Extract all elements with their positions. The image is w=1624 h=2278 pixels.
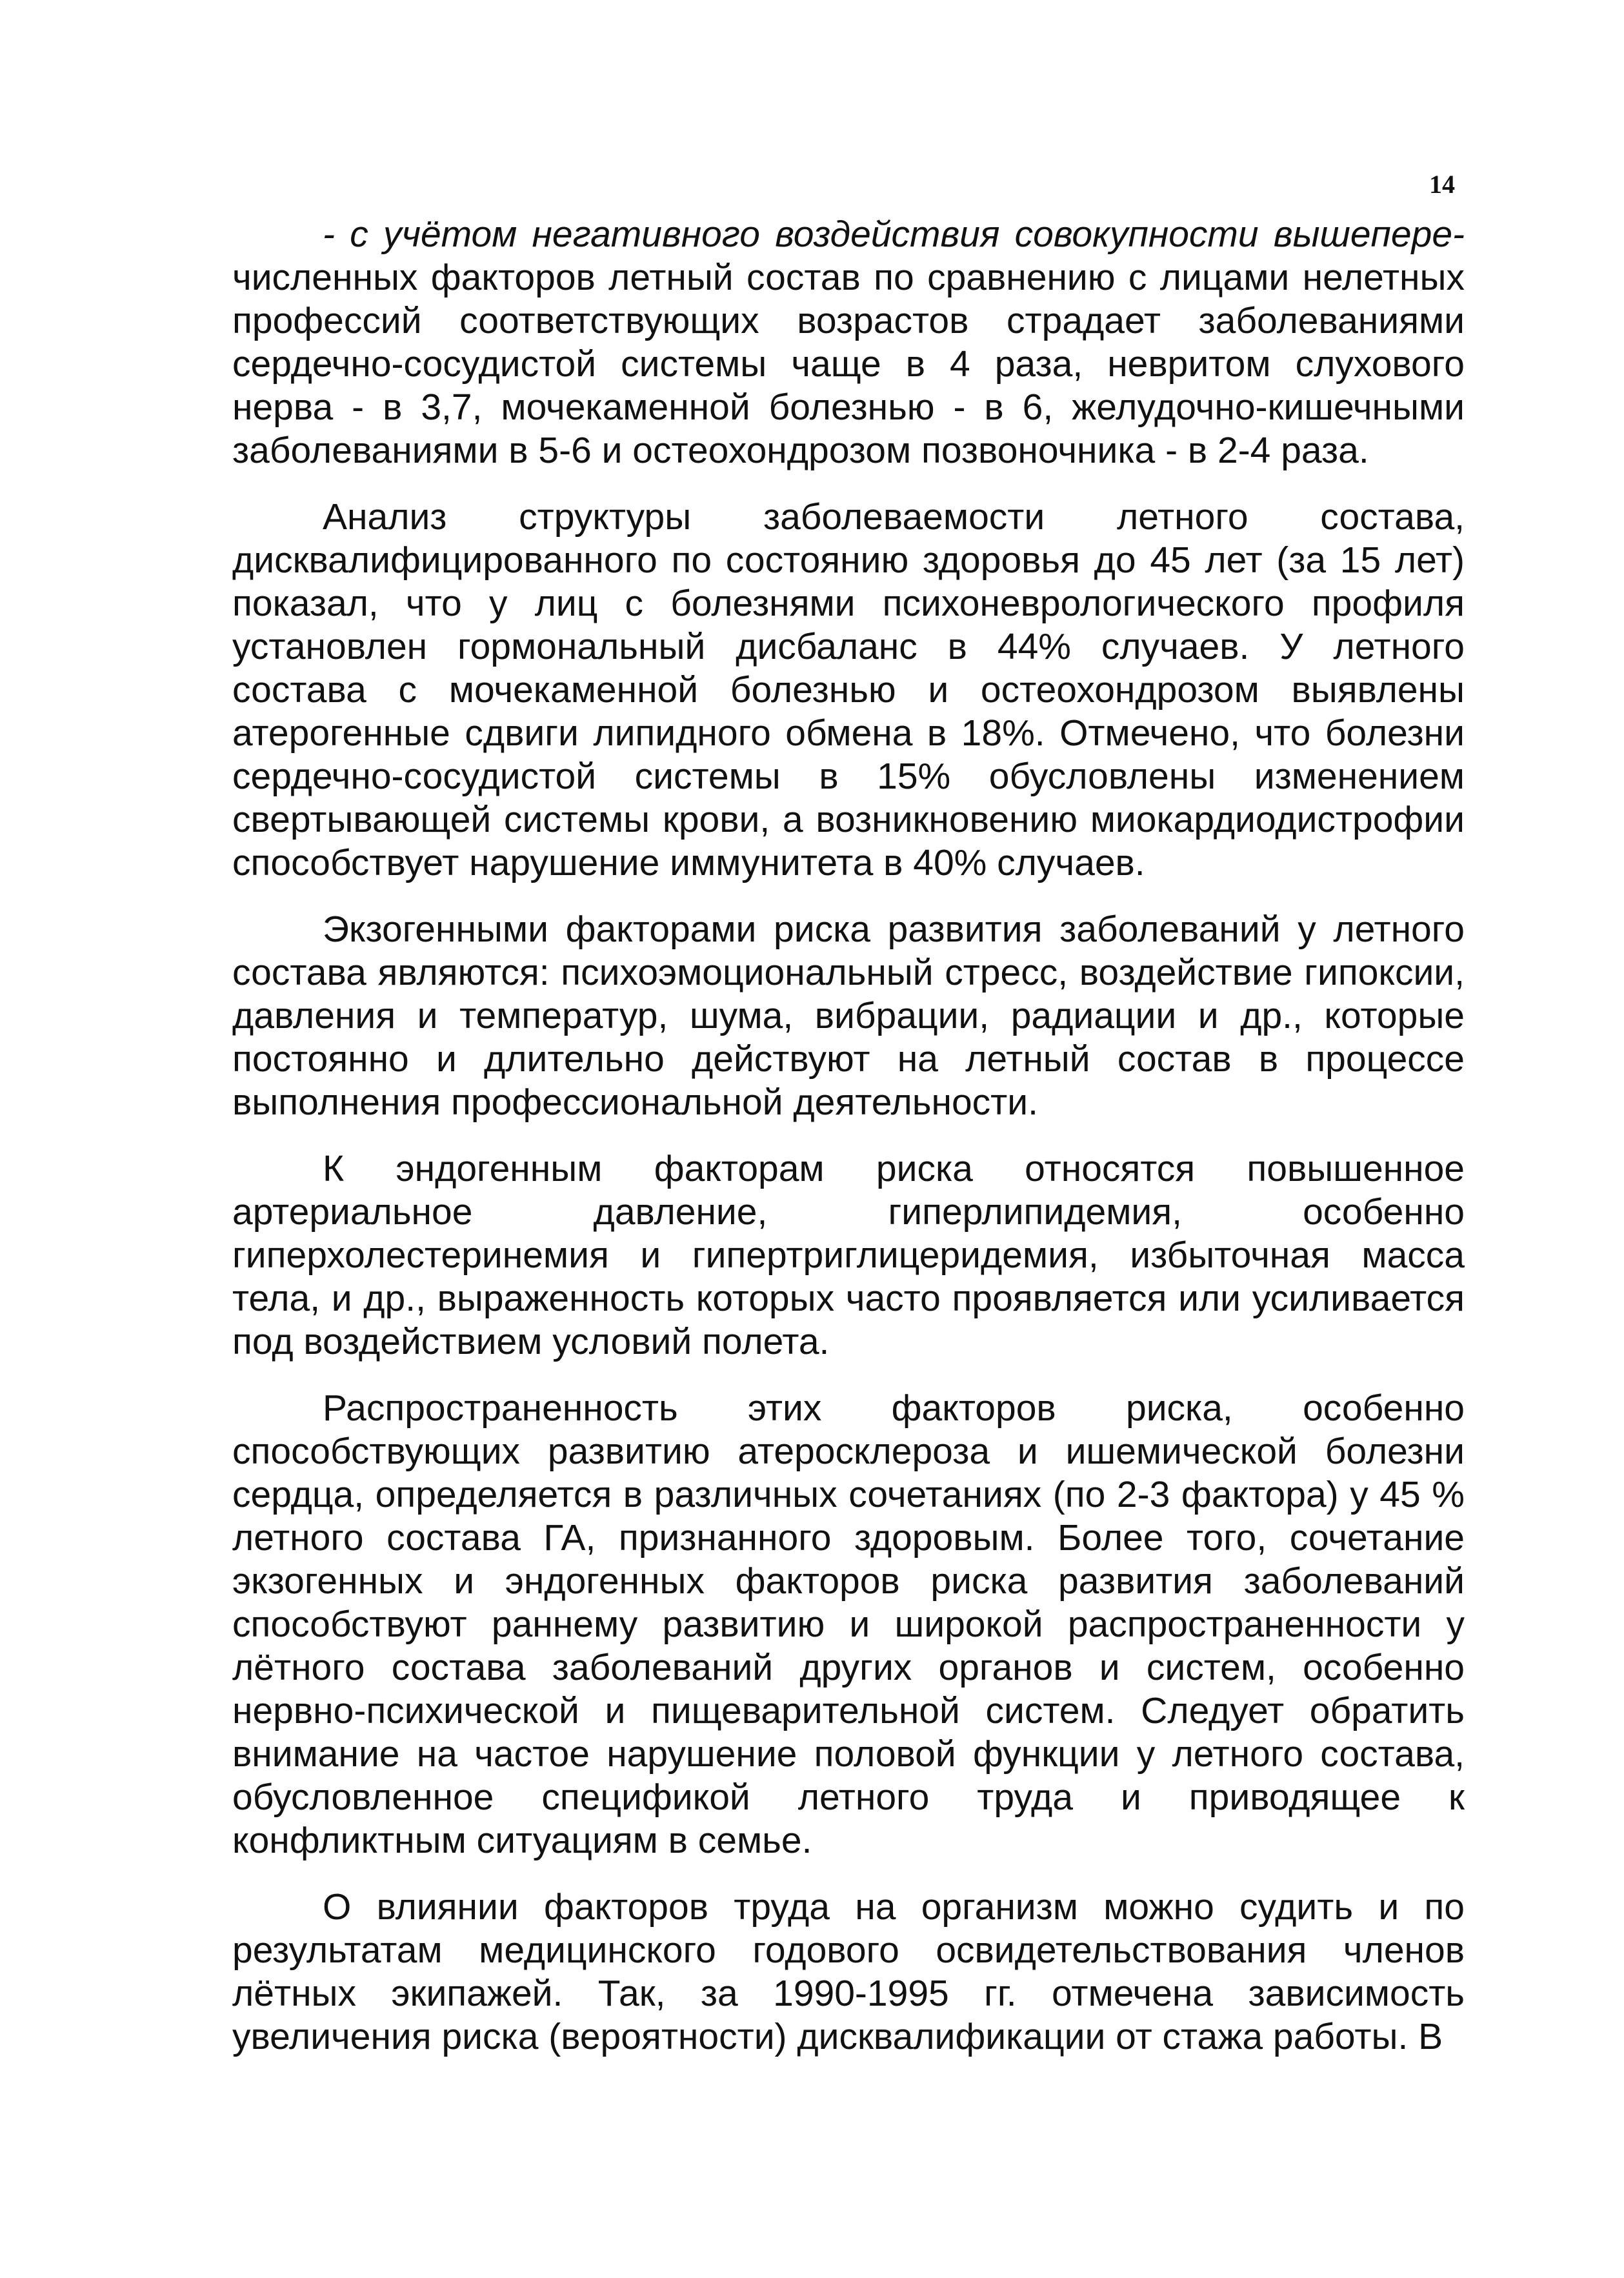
paragraph-3: Экзогенными факторами риска развития заболеваний у летного состава являются: психоэмоциональный стресс, воздействие гипоксии, давления и температур, шума, вибрации, радиации и др., которые постоянно и длительно действуют на летный состав в процессе выполнения профессиональной деятельности.: [232, 909, 1465, 1123]
paragraph-2: Анализ структуры заболеваемости летного состава, дисквалифицированного по состоянию здоровья до 45 лет (за 15 лет) показал, что у лиц с болезнями психоневрологического профиля установлен гормональный дисбаланс в 44% случаев. У летного состава с мочекаменной болезнью и остеохондрозом выявлены атерогенные сдвиги липидного обмена в 18%. Отмечено, что болезни сердечно-сосудистой системы в 15% обусловлены изменением свертывающей системы крови, а возникновению миокардиодистрофии способствует нарушение иммунитета в 40% случаев.: [232, 496, 1465, 883]
paragraph-1-text: численных факторов летный состав по сравнению с лицами нелетных профессий соответствующих возрастов страдает заболеваниями сердечно-сосудистой системы чаще в 4 раза, невритом слухового нерва - в 3,7, мочекаменной болезнью - в 6, желудочно-кишечными заболеваниями в 5-6 и остеохондрозом позвоночника - в 2-4 раза.: [232, 257, 1465, 471]
document-body: [232, 213, 1465, 2082]
page-number: 14: [1429, 170, 1455, 199]
paragraph-1: [232, 213, 1465, 472]
paragraph-6: О влиянии факторов труда на организм можно судить и по результатам медицинского годового освидетельствования членов лётных экипажей. Так, за 1990-1995 гг. отмечена зависимость увеличения риска (вероятности) дисквалификации от стажа работы. В: [232, 1886, 1465, 2057]
paragraph-1-lead: - с учётом негативного воздействия совокупности вышепере-: [323, 214, 1465, 255]
paragraph-5: Распространенность этих факторов риска, особенно способствующих развитию атеросклероза и ишемической болезни сердца, определяется в различных сочетаниях (по 2-3 фактора) у 45 % летного состава ГА, признанного здоровым. Более того, сочетание экзогенных и эндогенных факторов риска развития заболеваний способствуют раннему развитию и широкой распространенности у лётного состава заболеваний других органов и систем, особенно нервно-психической и пищеварительной систем. Следует обратить внимание на частое нарушение половой функции у летного состава, обусловленное спецификой летного труда и приводящее к конфликтным ситуациям в семье.: [232, 1387, 1465, 1861]
paragraph-4: К эндогенным факторам риска относятся повышенное артериальное давление, гиперлипидемия, особенно гиперхолестеринемия и гипертриглицеридемия, избыточная масса тела, и др., выраженность которых часто проявляется или усиливается под воздействием условий полета.: [232, 1148, 1465, 1362]
